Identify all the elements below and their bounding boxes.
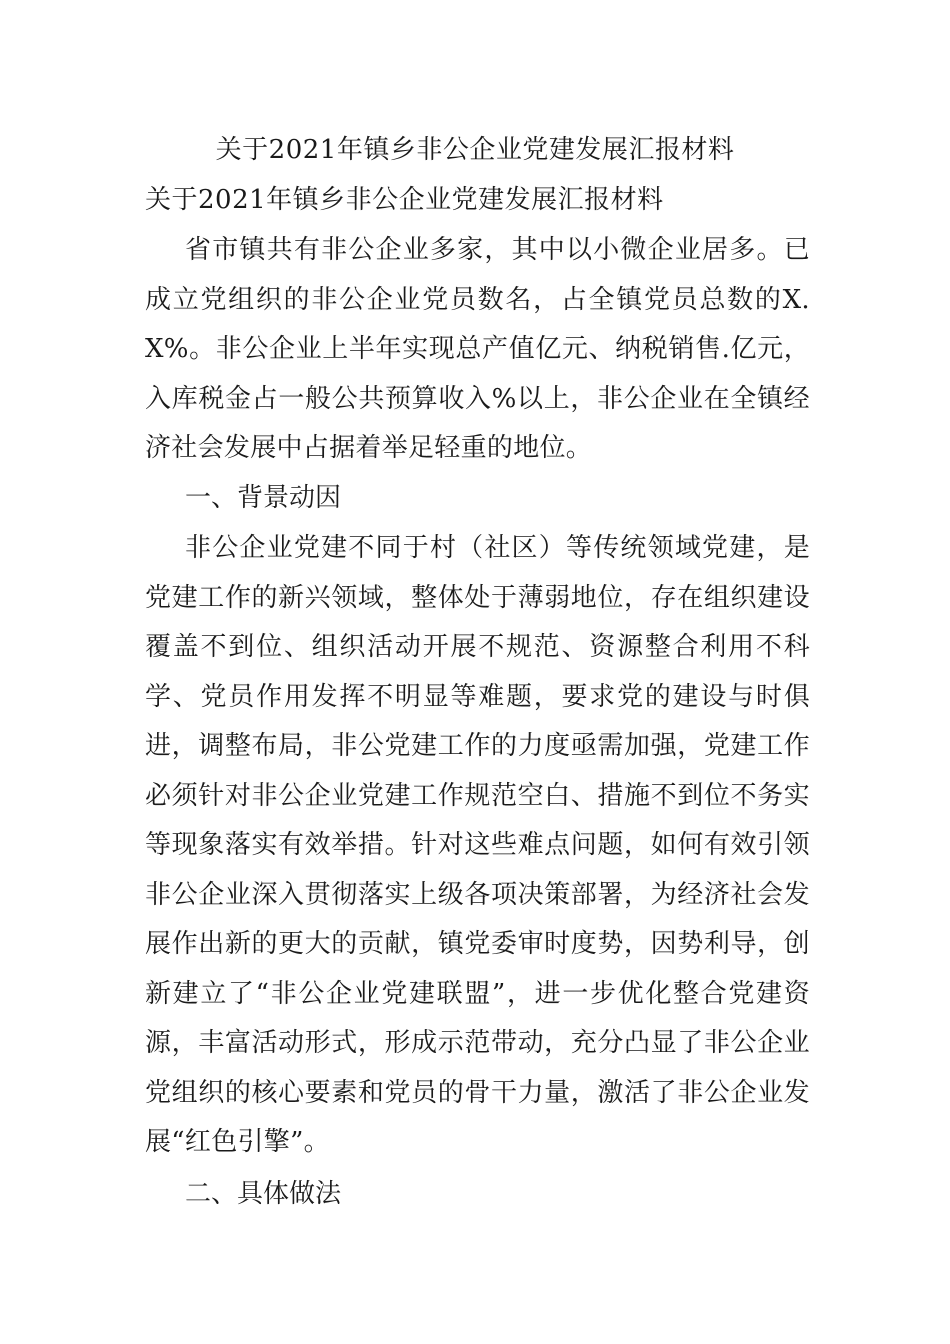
document-title-left: 关于2021年镇乡非公企业党建发展汇报材料 (145, 185, 664, 215)
document-title-centered: 关于2021年镇乡非公企业党建发展汇报材料 (215, 135, 735, 165)
section-heading-practices: 二、具体做法 (185, 1179, 342, 1209)
section-heading-background: 一、背景动因 (185, 483, 342, 513)
paragraph-overview: 省市镇共有非公企业多家，其中以小微企业居多。已成立党组织的非公企业党员数名，占全镇党员总数的X.X%。非公企业上半年实现总产值亿元、纳税销售.亿元，入库税金占一般公共预算收入%以上，非公企业在全镇经济社会发展中占据着举足轻重的地位。 (145, 235, 810, 463)
paragraph-background: 非公企业党建不同于村（社区）等传统领域党建，是党建工作的新兴领域，整体处于薄弱地位，存在组织建设覆盖不到位、组织活动开展不规范、资源整合利用不科学、党员作用发挥不明显等难题，要求党的建设与时俱进，调整布局，非公党建工作的力度亟需加强，党建工作必须针对非公企业党建工作规范空白、措施不到位不务实等现象落实有效举措。针对这些难点问题，如何有效引领非公企业深入贯彻落实上级各项决策部署，为经济社会发展作出新的更大的贡献，镇党委审时度势，因势利导，创新建立了“非公企业党建联盟”，进一步优化整合党建资源，丰富活动形式，形成示范带动，充分凸显了非公企业党组织的核心要素和党员的骨干力量，激活了非公企业发展“红色引擎”。 (145, 533, 810, 1157)
